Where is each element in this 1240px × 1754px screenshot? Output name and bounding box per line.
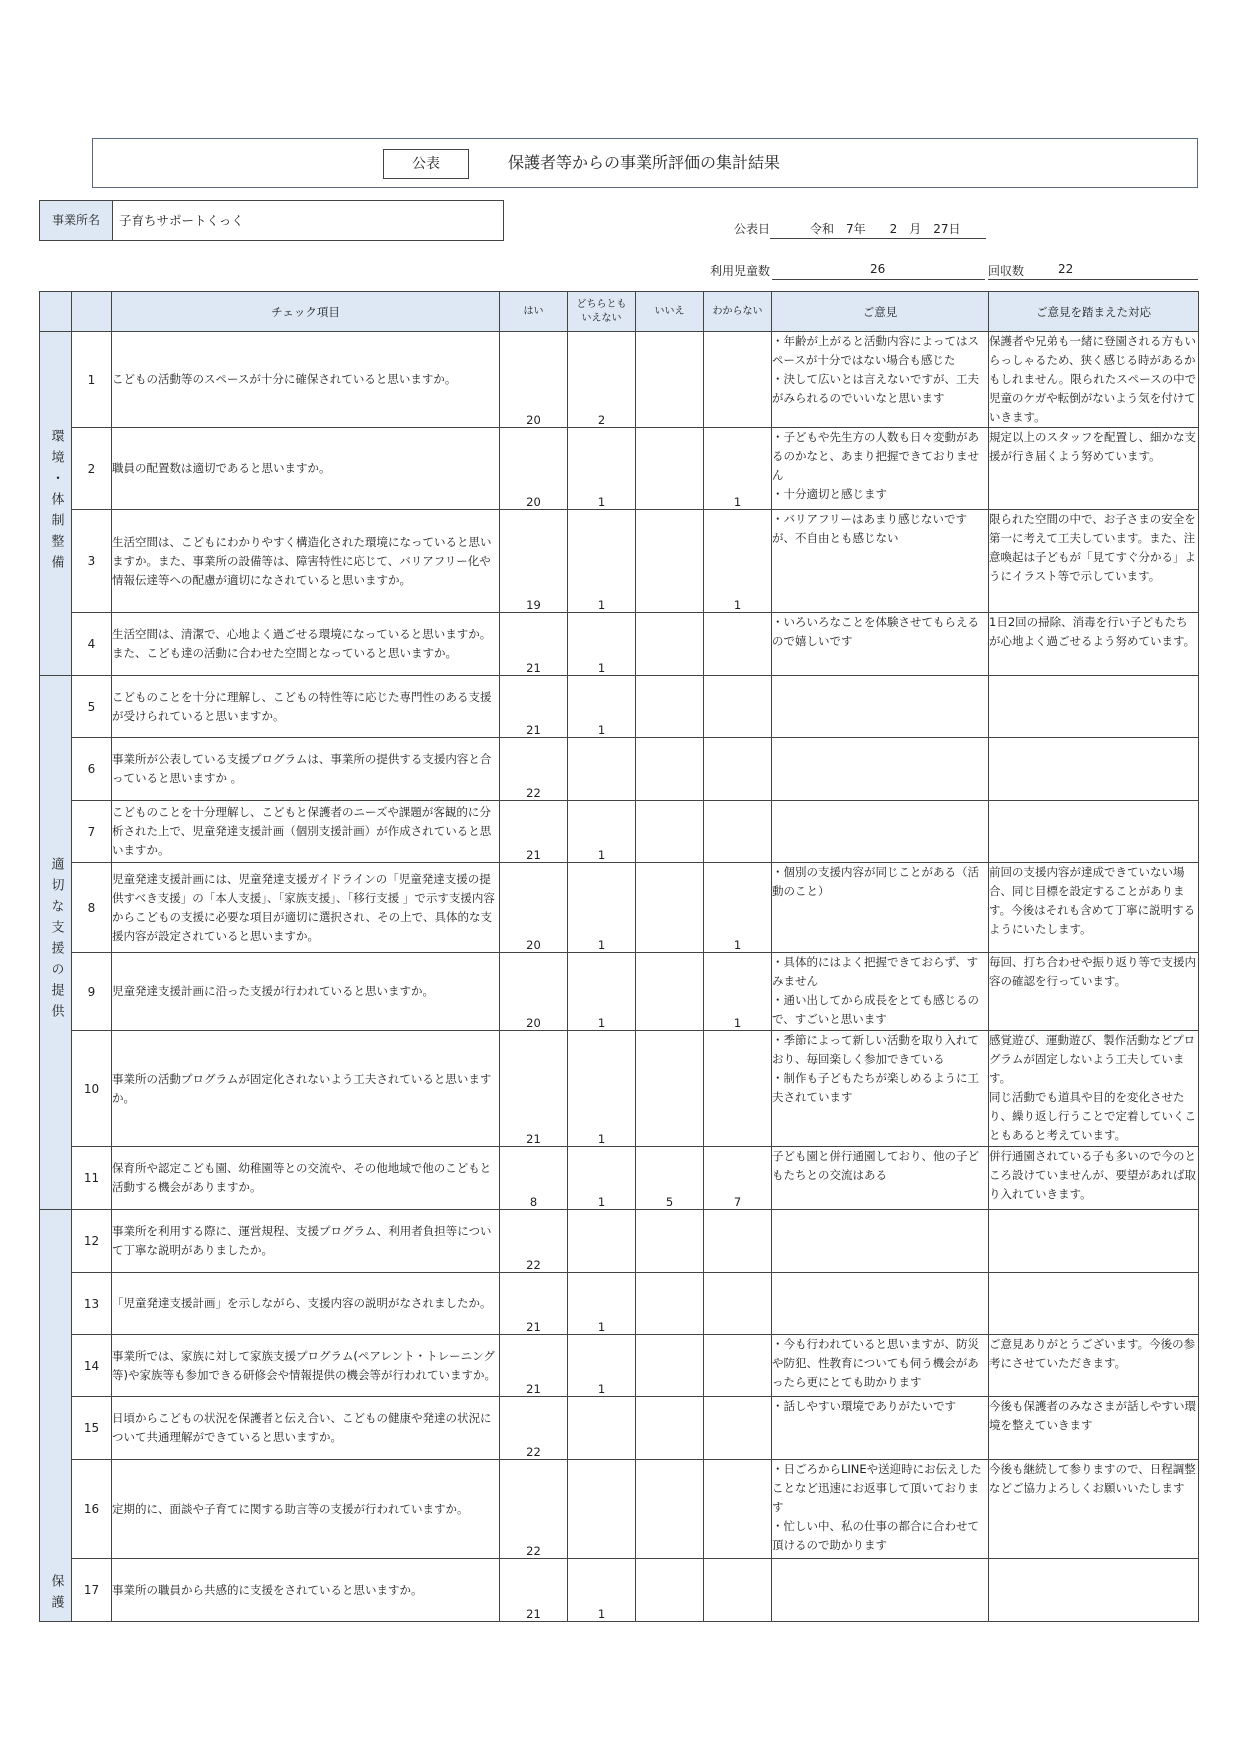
table-row: [40, 1460, 1199, 1559]
row-number: 8: [72, 863, 112, 953]
question-text: こどものことを十分に理解し、こどもの特性等に応じた専門性のある支援が受けられていると思いますか。: [112, 676, 500, 738]
question-text: 生活空間は、清潔で、心地よく過ごせる環境になっていると思いますか。また、こども達の活動に合わせた空間となっていると思いますか。: [112, 613, 500, 676]
opinion-text: ・子どもや先生方の人数も日々変動があるのかなと、あまり把握できておりません ・十分適切と感じます: [772, 428, 989, 510]
office-name-box: [39, 200, 504, 241]
publish-date-value: 令和 7年 2 月 27日: [810, 222, 961, 236]
children-count: 26: [870, 262, 886, 276]
page-title: 保護者等からの事業所評価の集計結果: [508, 153, 781, 172]
count-no: [636, 332, 704, 428]
row-number: 12: [72, 1210, 112, 1273]
table-row: [40, 1335, 1199, 1397]
row-number: 6: [72, 738, 112, 801]
count-yes: 21: [500, 613, 568, 676]
opinion-text: ・年齢が上がると活動内容によってはスペースが十分ではない場合も感じた ・決して広いとは言えないですが、工夫がみられるのでいいなと思います: [772, 332, 989, 428]
count-yes: 19: [500, 510, 568, 613]
header-neither: どちらとも いえない: [568, 292, 636, 332]
row-number: 14: [72, 1335, 112, 1397]
count-no: [636, 1210, 704, 1273]
response-text: 毎回、打ち合わせや振り返り等で支援内容の確認を行っています。: [989, 953, 1199, 1031]
count-unknown: [704, 801, 772, 863]
count-no: [636, 613, 704, 676]
count-unknown: 1: [704, 863, 772, 953]
count-unknown: [704, 1559, 772, 1622]
category-support: [40, 676, 72, 1210]
response-text: 限られた空間の中で、お子さまの安全を第一に考えて工夫しています。また、注意喚起は子どもが「見てすぐ分かる」ようにイラスト等で示しています。: [989, 510, 1199, 613]
question-text: 事業所の職員から共感的に支援をされていると思いますか。: [112, 1559, 500, 1622]
header-blank-cat: [40, 292, 72, 332]
children-count-label: 利用児童数: [710, 264, 771, 278]
opinion-text: ・個別の支援内容が同じことがある（活動のこと）: [772, 863, 989, 953]
count-yes: 22: [500, 1397, 568, 1460]
count-neither: 1: [568, 801, 636, 863]
table-row: [40, 1210, 1199, 1273]
question-text: 事業所が公表している支援プログラムは、事業所の提供する支援内容と合っていると思いますか 。: [112, 738, 500, 801]
count-unknown: [704, 1397, 772, 1460]
table-row: [40, 953, 1199, 1031]
count-yes: 21: [500, 1335, 568, 1397]
collected-underline: [988, 279, 1198, 280]
count-neither: 1: [568, 428, 636, 510]
question-text: 日頃からこどもの状況を保護者と伝え合い、こどもの健康や発達の状況について共通理解ができていると思いますか。: [112, 1397, 500, 1460]
row-number: 9: [72, 953, 112, 1031]
question-text: こどもの活動等のスペースが十分に確保されていると思いますか。: [112, 332, 500, 428]
count-yes: 20: [500, 863, 568, 953]
response-text: 感覚遊び、運動遊び、製作活動などプログラムが固定しないよう工夫しています。 同じ活動でも道具や目的を変化させたり、繰り返し行うことで定着していくこともあると考えています。: [989, 1031, 1199, 1147]
header-unknown: わからない: [704, 292, 772, 332]
count-no: [636, 1559, 704, 1622]
table-row: [40, 738, 1199, 801]
count-neither: [568, 1397, 636, 1460]
row-number: 7: [72, 801, 112, 863]
header-blank-num: [72, 292, 112, 332]
count-unknown: [704, 676, 772, 738]
opinion-text: [772, 801, 989, 863]
header-opinion: ご意見: [772, 292, 989, 332]
office-label: 事業所名: [40, 201, 113, 240]
collected-count: 22: [1058, 262, 1074, 276]
count-unknown: [704, 1210, 772, 1273]
response-text: [989, 1559, 1199, 1622]
row-number: 2: [72, 428, 112, 510]
response-text: [989, 676, 1199, 738]
count-yes: 20: [500, 428, 568, 510]
question-text: 事業所の活動プログラムが固定化されないよう工夫されていると思いますか。: [112, 1031, 500, 1147]
count-unknown: 1: [704, 510, 772, 613]
row-number: 11: [72, 1147, 112, 1210]
count-no: [636, 676, 704, 738]
question-text: 「児童発達支援計画」を示しながら、支援内容の説明がなされましたか。: [112, 1273, 500, 1335]
count-unknown: [704, 332, 772, 428]
opinion-text: [772, 676, 989, 738]
collected-label: 回収数: [988, 264, 1025, 278]
opinion-text: ・季節によって新しい活動を取り入れており、毎回楽しく参加できている ・制作も子どもたちが楽しめるように工夫されています: [772, 1031, 989, 1147]
table-row: [40, 1147, 1199, 1210]
opinion-text: [772, 738, 989, 801]
count-unknown: 7: [704, 1147, 772, 1210]
count-yes: 8: [500, 1147, 568, 1210]
count-yes: 21: [500, 1273, 568, 1335]
count-yes: 21: [500, 676, 568, 738]
count-neither: 1: [568, 613, 636, 676]
row-number: 16: [72, 1460, 112, 1559]
count-unknown: [704, 1273, 772, 1335]
response-text: ご意見ありがとうございます。今後の参考にさせていただきます。: [989, 1335, 1199, 1397]
question-text: 保育所や認定こども園、幼稚園等との交流や、その他地域で他のこどもと活動する機会がありますか。: [112, 1147, 500, 1210]
count-no: [636, 953, 704, 1031]
table-row: [40, 1273, 1199, 1335]
opinion-text: ・今も行われていると思いますが、防災や防犯、性教育についても伺う機会があったら更にとても助かります: [772, 1335, 989, 1397]
opinion-text: ・具体的にはよく把握できておらず、すみません ・通い出してから成長をとても感じるので、すごいと思います: [772, 953, 989, 1031]
count-unknown: [704, 1031, 772, 1147]
response-text: 前回の支援内容が達成できていない場合、同じ目標を設定することがあります。今後はそれも含めて丁寧に説明するようにいたします。: [989, 863, 1199, 953]
count-no: [636, 1460, 704, 1559]
count-no: [636, 738, 704, 801]
category-support-label: 適切な支援の提供: [48, 857, 64, 1025]
row-number: 15: [72, 1397, 112, 1460]
count-no: [636, 428, 704, 510]
response-text: 併行通園されている子も多いので今のところ設けていませんが、要望があれば取り入れていきます。: [989, 1147, 1199, 1210]
count-neither: 1: [568, 953, 636, 1031]
table-header-row: [40, 292, 1199, 332]
opinion-text: [772, 1210, 989, 1273]
count-neither: 1: [568, 1559, 636, 1622]
count-yes: 22: [500, 1210, 568, 1273]
table-row: [40, 801, 1199, 863]
count-neither: [568, 738, 636, 801]
count-neither: 2: [568, 332, 636, 428]
count-neither: 1: [568, 1031, 636, 1147]
row-number: 3: [72, 510, 112, 613]
count-yes: 22: [500, 1460, 568, 1559]
table-row: [40, 613, 1199, 676]
count-yes: 20: [500, 332, 568, 428]
question-text: こどものことを十分理解し、こどもと保護者のニーズや課題が客観的に分析された上で、児童発達支援計画（個別支援計画）が作成されていると思いますか。: [112, 801, 500, 863]
count-unknown: [704, 1335, 772, 1397]
count-no: [636, 1031, 704, 1147]
table-row: [40, 1397, 1199, 1460]
count-no: [636, 1273, 704, 1335]
category-guardian-label: 保護: [48, 1574, 64, 1616]
opinion-text: ・バリアフリーはあまり感じないですが、不自由とも感じない: [772, 510, 989, 613]
row-number: 10: [72, 1031, 112, 1147]
count-neither: 1: [568, 863, 636, 953]
opinion-text: ・日ごろからLINEや送迎時にお伝えしたことなど迅速にお返事して頂いております ・忙しい中、私の仕事の都合に合わせて頂けるので助かります: [772, 1460, 989, 1559]
count-unknown: 1: [704, 953, 772, 1031]
row-number: 4: [72, 613, 112, 676]
survey-table: [39, 291, 1199, 1622]
count-unknown: 1: [704, 428, 772, 510]
header-response: ご意見を踏まえた対応: [989, 292, 1199, 332]
count-no: [636, 1335, 704, 1397]
question-text: 定期的に、面談や子育てに関する助言等の支援が行われていますか。: [112, 1460, 500, 1559]
count-yes: 22: [500, 738, 568, 801]
table-row: [40, 676, 1199, 738]
title-box: [92, 138, 1198, 188]
response-text: [989, 1273, 1199, 1335]
question-text: 職員の配置数は適切であると思いますか。: [112, 428, 500, 510]
count-neither: [568, 1460, 636, 1559]
table-row: [40, 1031, 1199, 1147]
count-neither: [568, 1210, 636, 1273]
row-number: 1: [72, 332, 112, 428]
question-text: 事業所を利用する際に、運営規程、支援プログラム、利用者負担等について丁寧な説明がありましたか。: [112, 1210, 500, 1273]
row-number: 5: [72, 676, 112, 738]
opinion-text: 子ども園と併行通園しており、他の子どもたちとの交流はある: [772, 1147, 989, 1210]
count-yes: 21: [500, 801, 568, 863]
row-number: 17: [72, 1559, 112, 1622]
opinion-text: [772, 1273, 989, 1335]
count-no: 5: [636, 1147, 704, 1210]
response-text: 保護者や兄弟も一緒に登園される方もいらっしゃるため、狭く感じる時があるかもしれません。限られたスペースの中で児童のケガや転倒がないよう気を付けていきます。: [989, 332, 1199, 428]
response-text: 規定以上のスタッフを配置し、細かな支援が行き届くよう努めています。: [989, 428, 1199, 510]
category-environment: [40, 332, 72, 676]
office-name: 子育ちサポートくっく: [119, 213, 244, 228]
count-unknown: [704, 613, 772, 676]
count-no: [636, 1397, 704, 1460]
response-text: [989, 738, 1199, 801]
count-yes: 21: [500, 1031, 568, 1147]
category-guardian: [40, 1210, 72, 1622]
publish-tag: 公表: [383, 149, 469, 179]
question-text: 児童発達支援計画に沿った支援が行われていると思いますか。: [112, 953, 500, 1031]
response-text: 今後も保護者のみなさまが話しやすい環境を整えていきます: [989, 1397, 1199, 1460]
opinion-text: [772, 1559, 989, 1622]
response-text: 1日2回の掃除、消毒を行い子どもたちが心地よく過ごせるよう努めています。: [989, 613, 1199, 676]
table-row: [40, 863, 1199, 953]
table-row: [40, 1559, 1199, 1622]
count-no: [636, 801, 704, 863]
header-yes: はい: [500, 292, 568, 332]
question-text: 事業所では、家族に対して家族支援プログラム(ペアレント・トレーニング等)や家族等も参加できる研修会や情報提供の機会等が行われていますか。: [112, 1335, 500, 1397]
category-environment-label: 環境・体制整備: [48, 428, 64, 576]
opinion-text: ・いろいろなことを体験させてもらえるので嬉しいです: [772, 613, 989, 676]
count-neither: 1: [568, 1147, 636, 1210]
table-row: [40, 510, 1199, 613]
question-text: 児童発達支援計画には、児童発達支援ガイドラインの「児童発達支援の提供すべき支援」の「本人支援」、「家族支援」、「移行支援 」で示す支援内容からこどもの支援に必要な項目が適切に選択され、その上で、具体的な支援内容が設定されていると思いますか。: [112, 863, 500, 953]
response-text: [989, 1210, 1199, 1273]
header-no: いいえ: [636, 292, 704, 332]
response-text: [989, 801, 1199, 863]
header-item: チェック項目: [112, 292, 500, 332]
opinion-text: ・話しやすい環境でありがたいです: [772, 1397, 989, 1460]
question-text: 生活空間は、こどもにわかりやすく構造化された環境になっていると思いますか。また、事業所の設備等は、障害特性に応じて、バリアフリー化や情報伝達等への配慮が適切になされていると思いますか。: [112, 510, 500, 613]
count-unknown: [704, 738, 772, 801]
count-neither: 1: [568, 510, 636, 613]
count-neither: 1: [568, 1335, 636, 1397]
count-unknown: [704, 1460, 772, 1559]
count-no: [636, 510, 704, 613]
count-no: [636, 863, 704, 953]
count-neither: 1: [568, 676, 636, 738]
count-yes: 20: [500, 953, 568, 1031]
publish-date-label: 公表日: [734, 222, 771, 236]
row-number: 13: [72, 1273, 112, 1335]
table-row: [40, 428, 1199, 510]
children-underline: [772, 279, 985, 280]
response-text: 今後も継続して参りますので、日程調整などご協力よろしくお願いいたします: [989, 1460, 1199, 1559]
table-row: [40, 332, 1199, 428]
count-yes: 21: [500, 1559, 568, 1622]
date-underline: [770, 238, 986, 239]
count-neither: 1: [568, 1273, 636, 1335]
